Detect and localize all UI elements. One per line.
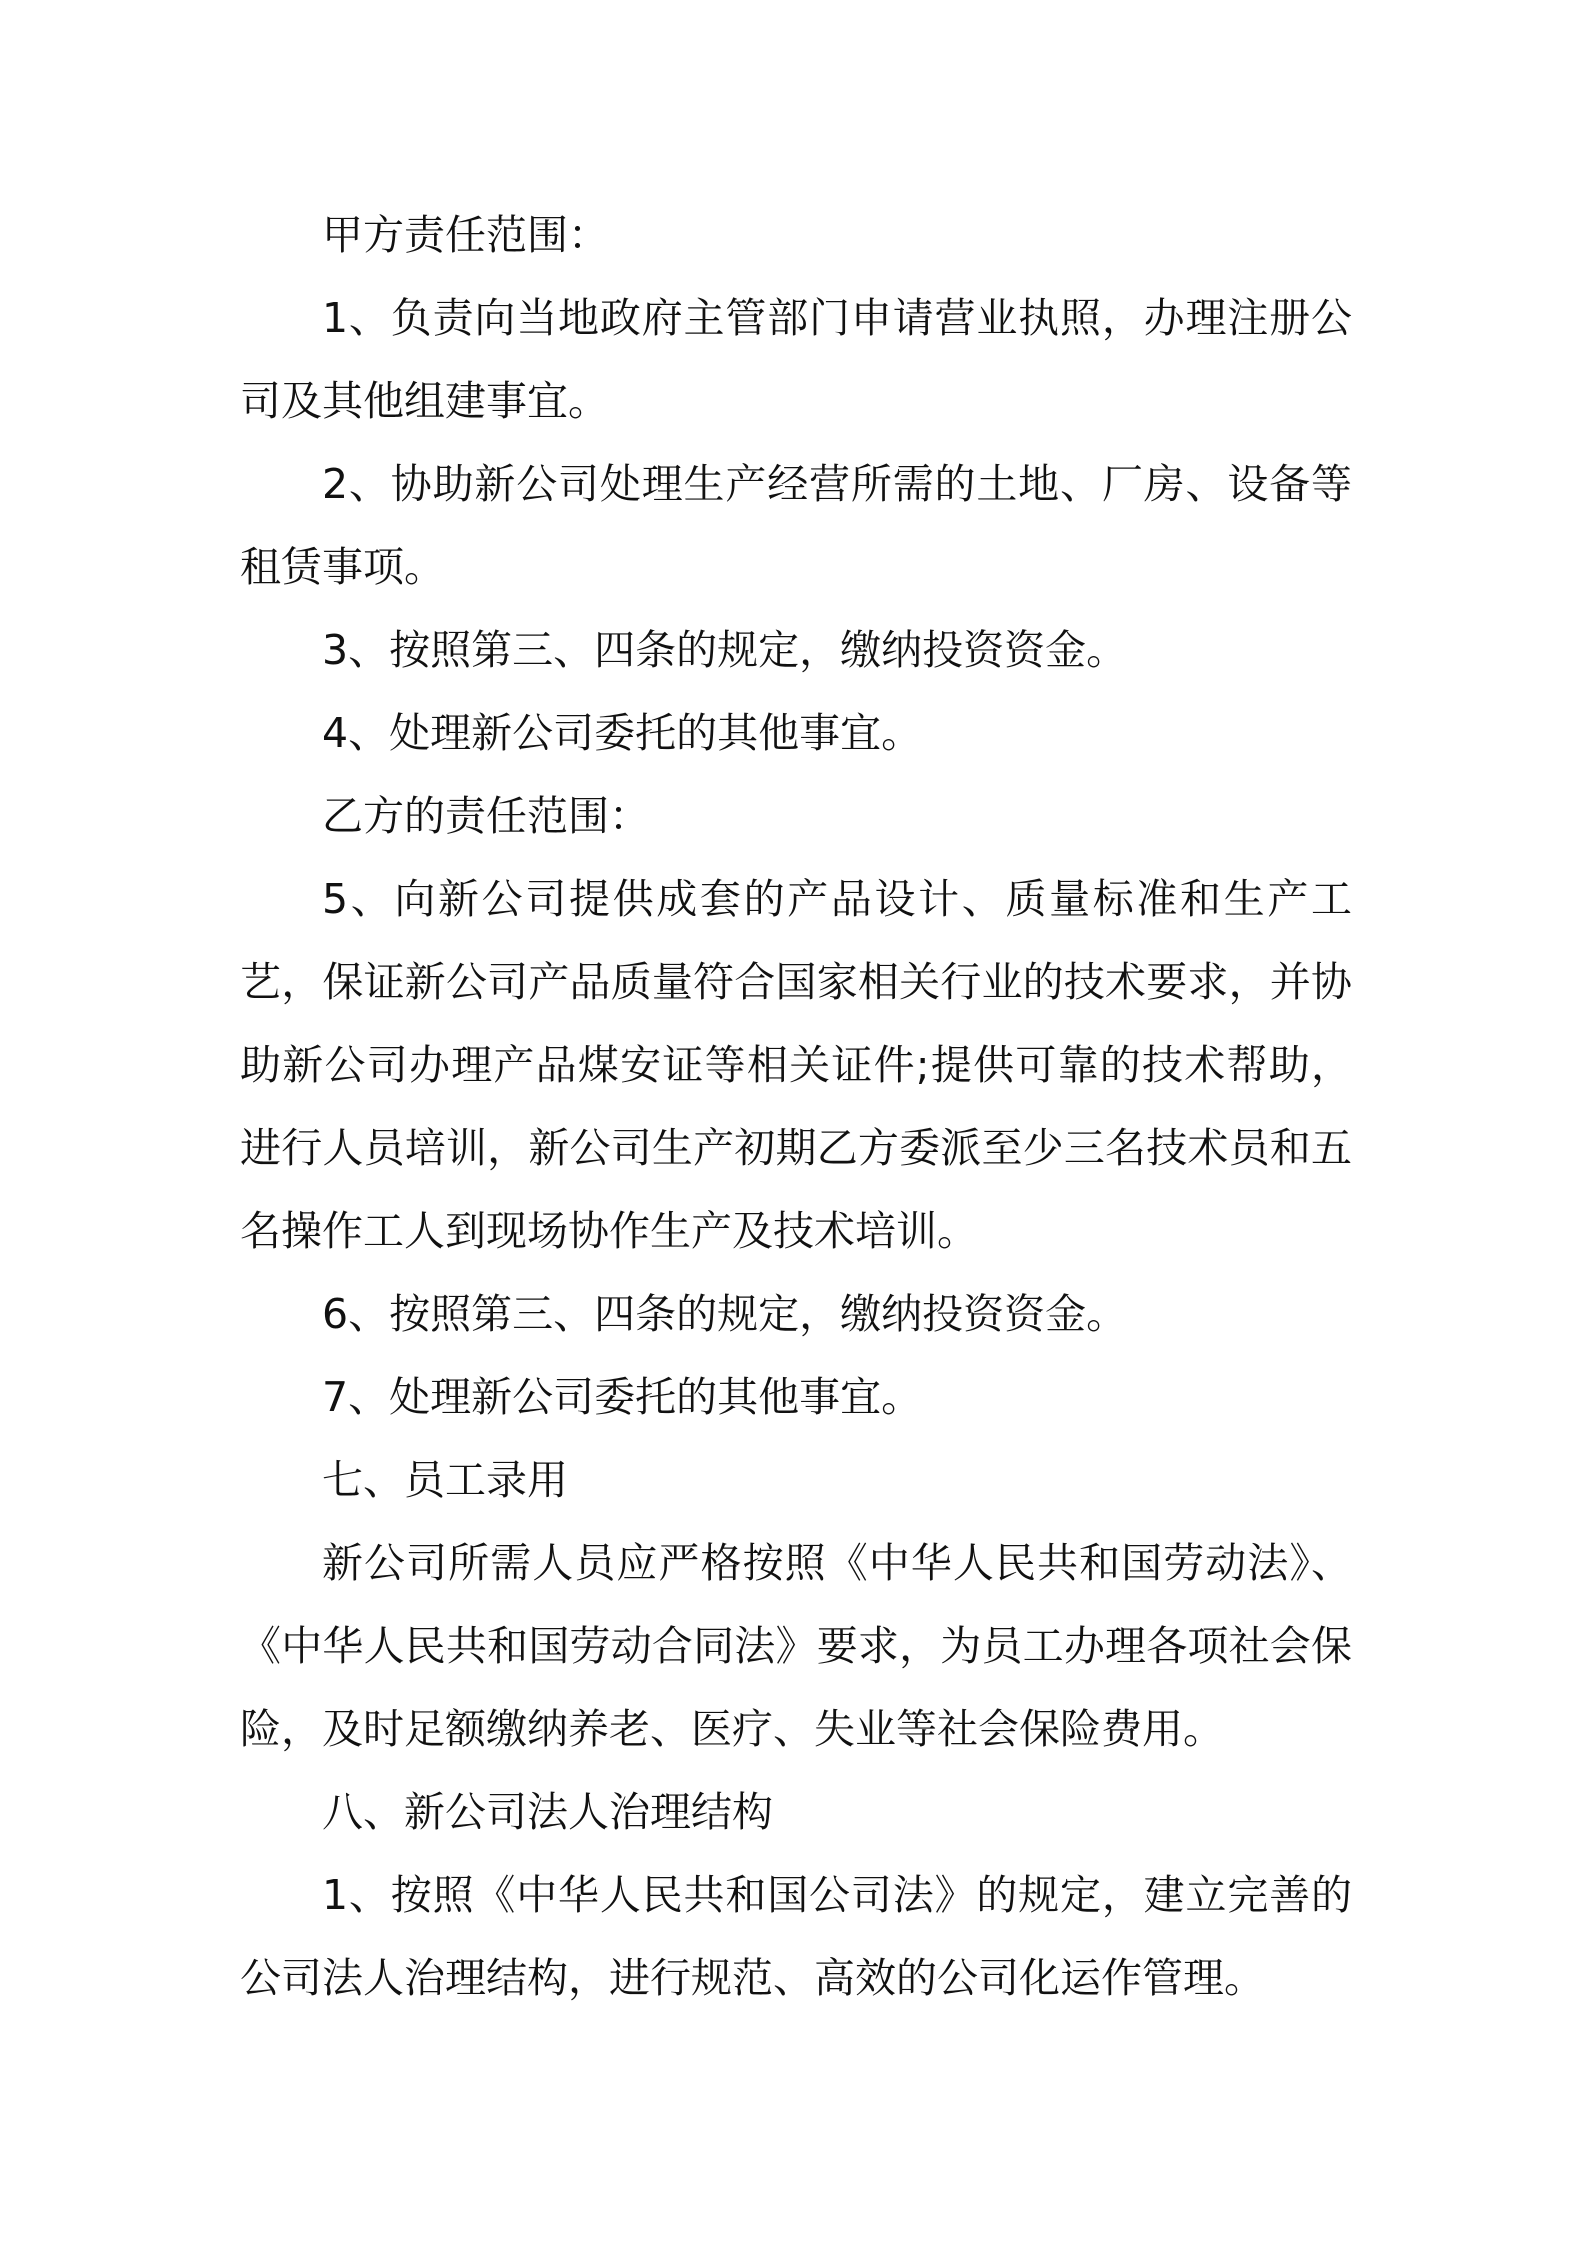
paragraph-b-item-6: 6、按照第三、四条的规定，缴纳投资资金。 [322, 1290, 1128, 1338]
paragraph-b-item-7: 7、处理新公司委托的其他事宜。 [322, 1373, 923, 1421]
paragraph-a-item-3: 3、按照第三、四条的规定，缴纳投资资金。 [322, 626, 1128, 674]
document-body [240, 194, 1352, 2020]
paragraph-a-item-1: 1、负责向当地政府主管部门申请营业执照，办理注册公司及其他组建事宜。 [240, 294, 1352, 425]
section-heading-party-b: 乙方的责任范围： [322, 792, 650, 840]
paragraph-employment: 新公司所需人员应严格按照《中华人民共和国劳动法》、《中华人民共和国劳动合同法》要求，为员工办理各项社会保险，及时足额缴纳养老、医疗、失业等社会保险费用。 [240, 1539, 1352, 1753]
section-heading-employment: 七、员工录用 [322, 1456, 568, 1504]
section-heading-governance: 八、新公司法人治理结构 [322, 1788, 773, 1836]
paragraph-a-item-2: 2、协助新公司处理生产经营所需的土地、厂房、设备等租赁事项。 [240, 460, 1352, 591]
paragraph-a-item-4: 4、处理新公司委托的其他事宜。 [322, 709, 923, 757]
section-heading-party-a: 甲方责任范围： [322, 211, 609, 259]
paragraph-b-item-5: 5、向新公司提供成套的产品设计、质量标准和生产工艺，保证新公司产品质量符合国家相关行业的技术要求，并协助新公司办理产品煤安证等相关证件;提供可靠的技术帮助，进行人员培训，新公司生产初期乙方委派至少三名技术员和五名操作工人到现场协作生产及技术培训。 [240, 875, 1352, 1255]
paragraph-governance-item-1: 1、按照《中华人民共和国公司法》的规定，建立完善的公司法人治理结构，进行规范、高效的公司化运作管理。 [240, 1871, 1352, 2002]
